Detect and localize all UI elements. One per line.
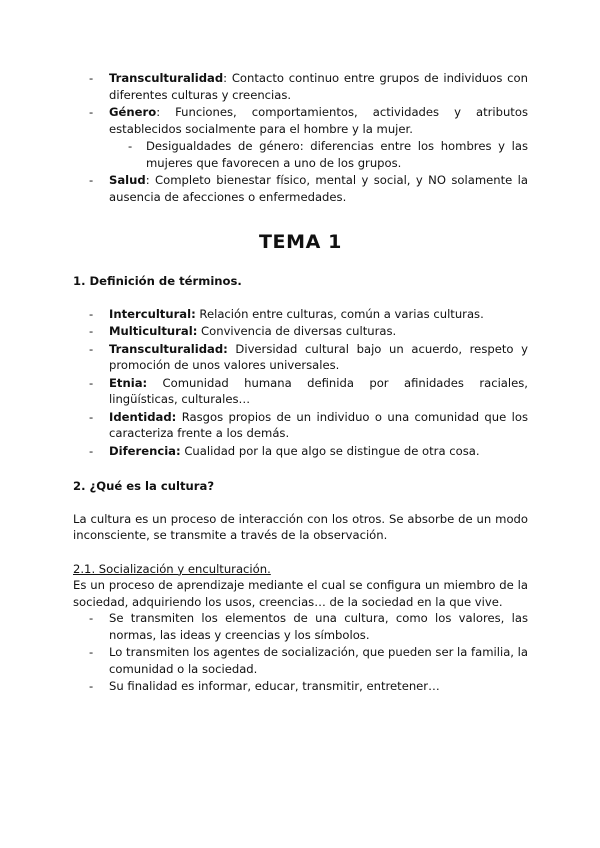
term: Salud <box>109 173 146 187</box>
term: Identidad: <box>109 409 177 424</box>
bullet-dash: - <box>89 611 94 625</box>
bullet-dash: - <box>89 679 94 693</box>
term: Género <box>109 105 157 119</box>
list-item <box>73 644 528 677</box>
definition: Rasgos propios de un individuo o una comunidad que los caracteriza frente a los demás. <box>109 409 528 440</box>
page-title: TEMA 1 <box>259 231 342 253</box>
list-text: Su finalidad es informar, educar, transmitir, entretener… <box>109 679 440 693</box>
list-item: - Salud: Completo bienestar físico, mental y social, y NO solamente la ausencia de afecciones o enfermedades. <box>89 173 528 204</box>
subsection-heading: 2.1. Socialización y enculturación. <box>73 561 271 576</box>
term: Transculturalidad <box>109 71 224 85</box>
term: Transculturalidad: <box>109 341 228 356</box>
bullet-dash: - <box>89 645 94 659</box>
definition: Contacto continuo entre grupos de individuos con diferentes culturas y creencias. <box>109 71 528 102</box>
bullet-dash: - <box>89 324 94 338</box>
bullet-dash: - <box>89 341 94 356</box>
list-item <box>73 341 528 374</box>
definition: Comunidad humana definida por afinidades raciales, lingüísticas, culturales… <box>109 375 528 406</box>
list-item <box>73 610 528 643</box>
list-item <box>73 678 528 695</box>
bullet-dash: - <box>89 173 94 187</box>
bullet-dash: - <box>89 105 94 119</box>
list-item: - Género: Funciones, comportamientos, actividades y atributos establecidos socialmente para el hombre y la mujer. <box>89 105 528 136</box>
list-text: Se transmiten los elementos de una cultura, como los valores, las normas, las ideas y creencias y los símbolos. <box>109 611 528 642</box>
definition: Desigualdades de género: diferencias entre los hombres y las mujeres que favorecen a uno de los grupos. <box>146 139 528 170</box>
term: Diferencia: <box>109 443 181 458</box>
bullet-dash: - <box>89 375 94 390</box>
list-item: - Transculturalidad: Contacto continuo entre grupos de individuos con diferentes culturas y creencias. <box>89 71 528 102</box>
document-page <box>73 70 528 695</box>
term: Multicultural: <box>109 324 198 338</box>
definition: Diversidad cultural bajo un acuerdo, respeto y promoción de unos valores universales. <box>109 341 528 372</box>
list-item <box>73 306 528 323</box>
bullet-dash: - <box>89 443 94 458</box>
bullet-dash: - <box>128 139 133 153</box>
definition: Completo bienestar físico, mental y social, y NO solamente la ausencia de afecciones o enfermedades. <box>109 173 528 204</box>
section-heading: 2. ¿Qué es la cultura? <box>73 479 215 493</box>
definition: Relación entre culturas, común a varias culturas. <box>195 306 484 321</box>
term: Intercultural: <box>109 306 196 321</box>
paragraph: La cultura es un proceso de interacción con los otros. Se absorbe de un modo inconsciente, se transmite a través de la observación. <box>73 511 528 542</box>
definition: Funciones, comportamientos, actividades y atributos establecidos socialmente para el hombre y la mujer. <box>109 105 528 136</box>
bullet-dash: - <box>89 71 94 85</box>
list-item <box>73 323 528 340</box>
definition: Convivencia de diversas culturas. <box>197 324 397 338</box>
list-item <box>73 409 528 442</box>
bullet-dash: - <box>89 409 94 424</box>
paragraph: Es un proceso de aprendizaje mediante el cual se configura un miembro de la sociedad, adquiriendo los usos, creencias… de la sociedad en la que vive. <box>73 578 528 609</box>
bullet-dash: - <box>89 306 94 321</box>
list-item <box>73 443 528 460</box>
term: Etnia: <box>109 375 148 390</box>
sub-list-item <box>73 138 528 171</box>
list-item <box>73 375 528 408</box>
list-text: Lo transmiten los agentes de socialización, que pueden ser la familia, la comunidad o la sociedad. <box>109 645 528 676</box>
definition: Cualidad por la que algo se distingue de otra cosa. <box>180 443 480 458</box>
section-heading: 1. Definición de términos. <box>73 274 242 288</box>
